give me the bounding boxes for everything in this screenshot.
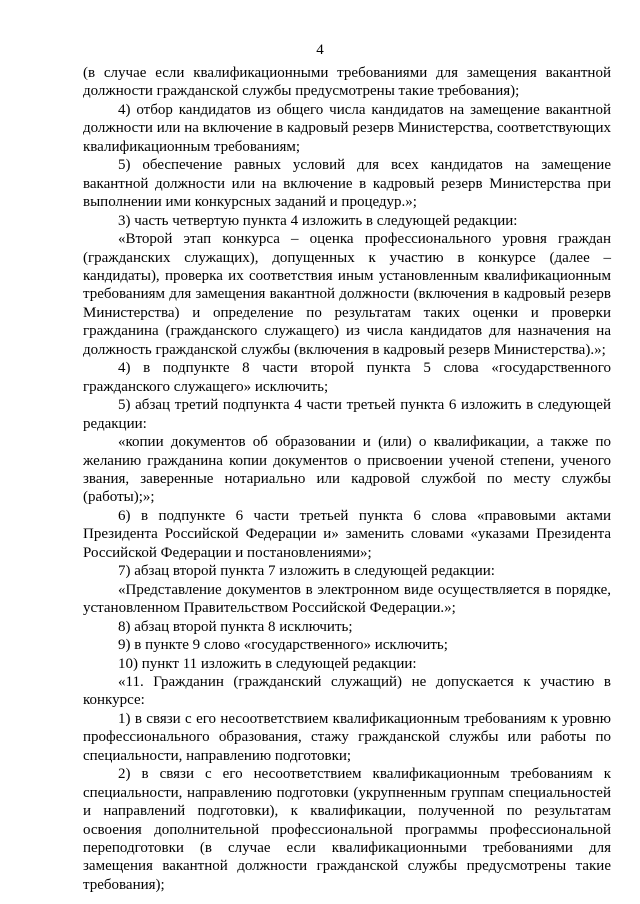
paragraph: 7) абзац второй пункта 7 изложить в следующей редакции: [118, 563, 495, 580]
paragraph: (в случае если квалификационными требованиями для замещения вакантной должности гражданской службы предусмотрены такие требования); [83, 65, 611, 100]
paragraph: 9) в пункте 9 слово «государственного» исключить; [118, 637, 448, 654]
paragraph: «копии документов об образовании и (или) о квалификации, а также по желанию гражданина копии документов о присвоении ученой степени, ученого звания, заверенные нотариально или кадровой службой по месту службы (работы);»; [83, 434, 611, 506]
paragraph: 8) абзац второй пункта 8 исключить; [118, 618, 353, 635]
paragraph: 5) обеспечение равных условий для всех кандидатов на замещение вакантной должности или на включение в кадровый резерв Министерства при выполнении ими конкурсных заданий и процедур.»; [83, 157, 611, 211]
document-body [83, 64, 611, 894]
paragraph: 3) часть четвертую пункта 4 изложить в следующей редакции: [118, 212, 518, 229]
page-number: 4 [316, 42, 324, 58]
paragraph: «11. Гражданин (гражданский служащий) не допускается к участию в конкурсе: [83, 673, 611, 709]
paragraph: 4) в подпункте 8 части второй пункта 5 слова «государственного гражданского служащего» исключить; [83, 360, 611, 395]
paragraph: «Представление документов в электронном виде осуществляется в порядке, установленном Правительством Российской Федерации.»; [83, 581, 611, 617]
paragraph: 10) пункт 11 изложить в следующей редакции: [118, 655, 417, 672]
paragraph: 6) в подпункте 6 части третьей пункта 6 слова «правовыми актами Президента Российской Федерации и» заменить словами «указами Президента Российской Федерации и постановлениями»; [83, 507, 611, 561]
paragraph: 1) в связи с его несоответствием квалификационным требованиям к уровню профессионального образования, стажу гражданской службы или работы по специальности, направлению подготовки; [83, 710, 611, 764]
paragraph: 2) в связи с его несоответствием квалификационным требованиям к специальности, направлению подготовки (укрупненным группам специальностей и направлений подготовки), к квалификации, полученной по результатам освоения дополнительной профессиональной программы профессиональной переподготовки (в случае если квалификационными требованиями для замещения вакантной должности гражданской службы предусмотрены такие требования); [83, 766, 611, 893]
paragraph: 5) абзац третий подпункта 4 части третьей пункта 6 изложить в следующей редакции: [83, 397, 611, 432]
paragraph: 4) отбор кандидатов из общего числа кандидатов на замещение вакантной должности или на включение в кадровый резерв Министерства, соответствующих квалификационным требованиям; [83, 101, 611, 155]
paragraph: «Второй этап конкурса – оценка профессионального уровня граждан (гражданских служащих), допущенных к участию в конкурсе (далее – кандидаты), проверка их соответствия иным установленным квалификационным требованиям для замещения вакантной должности (включения в кадровый резерв Министерства) и определение по результатам таких оценки и проверки гражданина (гражданского служащего) из числа кандидатов для назначения на должность гражданской службы (включения в кадровый резерв Министерства).»; [83, 231, 611, 358]
